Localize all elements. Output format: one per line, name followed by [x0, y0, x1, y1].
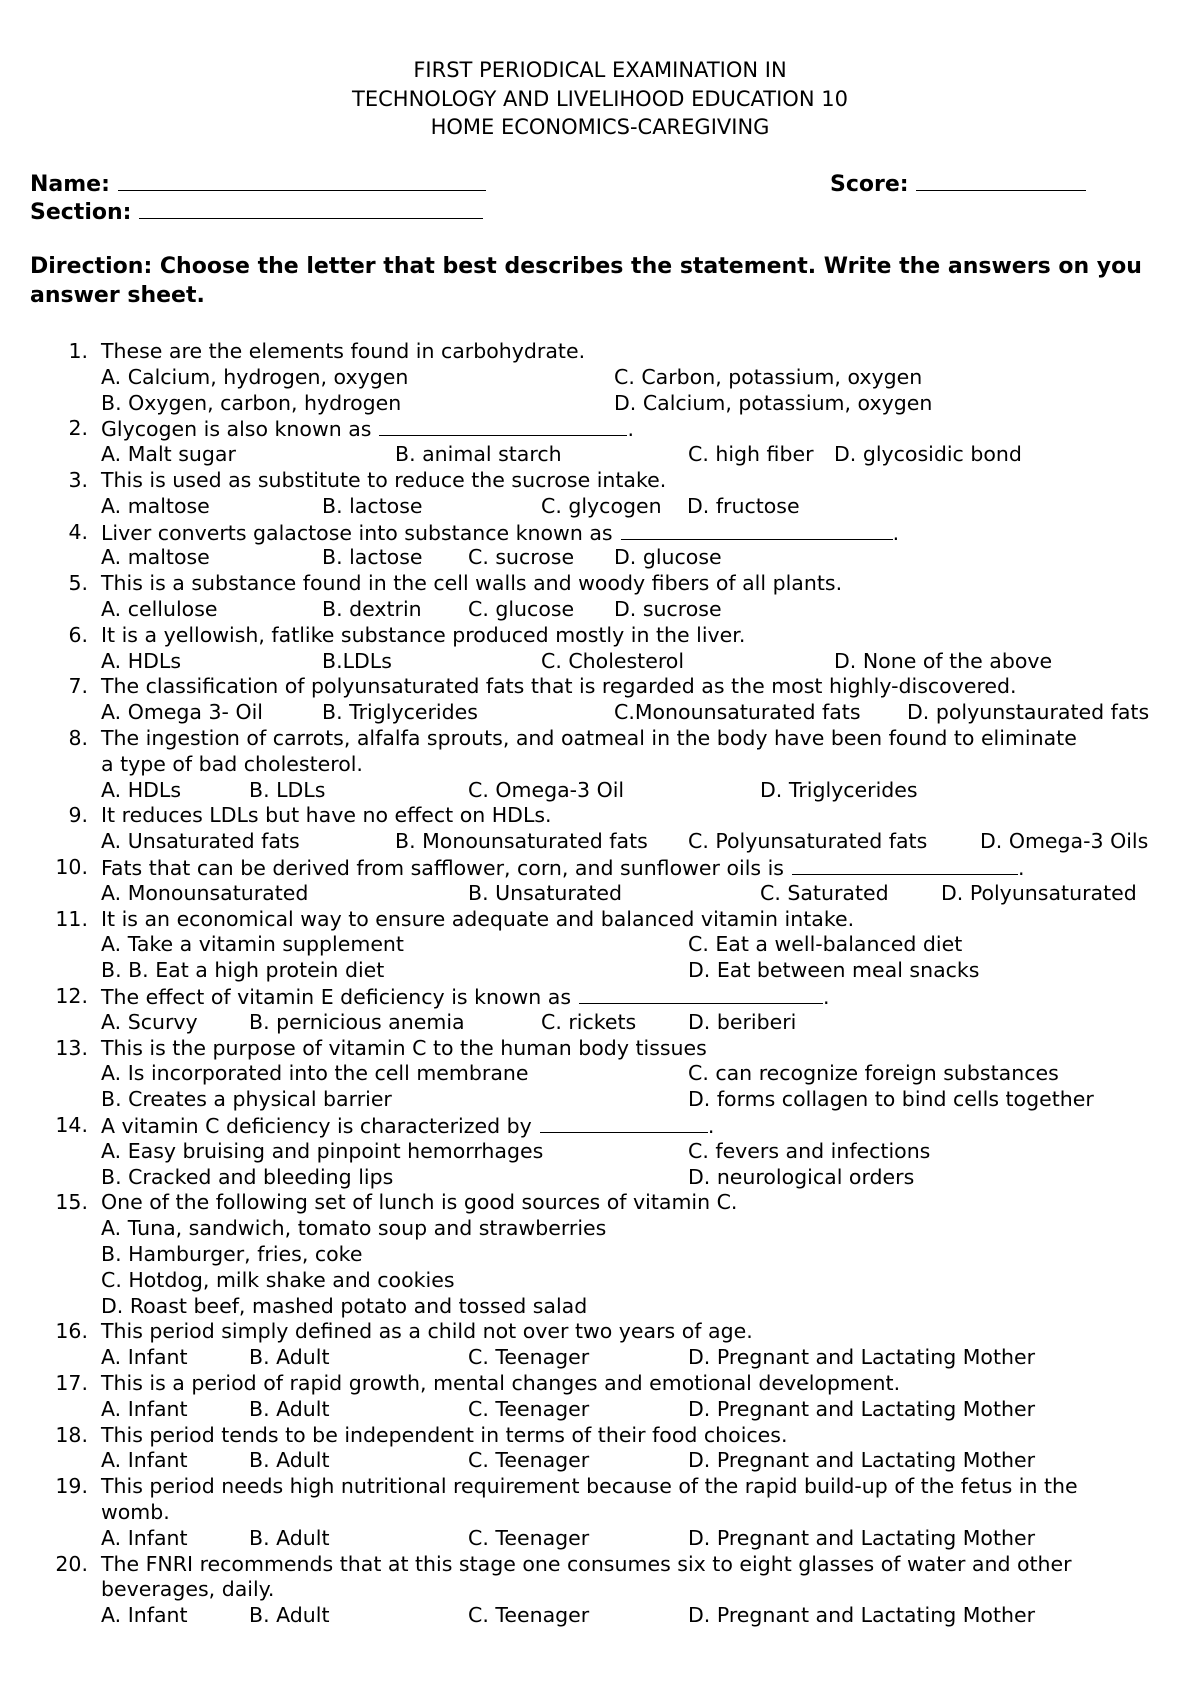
question-text-span: It reduces LDLs but have no effect on HDLs.	[101, 803, 552, 828]
question-text-span: a type of bad cholesterol.	[101, 751, 363, 776]
question-number: 9.	[68, 803, 88, 828]
answer-choice[interactable]: A. Infant	[101, 1396, 188, 1421]
answer-choice[interactable]: C. Teenager	[468, 1603, 590, 1628]
question-text-span: The FNRI recommends that at this stage one consumes six to eight glasses of water and other	[101, 1551, 1072, 1576]
question-number: 16.	[55, 1319, 88, 1344]
question-text	[101, 570, 842, 596]
question-text-span: This period needs high nutritional requirement because of the rapid build-up of the fetus in the	[101, 1474, 1078, 1499]
question-number: 2.	[68, 416, 88, 441]
answer-choice[interactable]: B. B. Eat a high protein diet	[101, 958, 385, 983]
answer-choice[interactable]: B. animal starch	[395, 442, 562, 467]
question-number: 4.	[68, 519, 88, 544]
score-field	[830, 170, 1086, 198]
answer-choice[interactable]: D. Roast beef, mashed potato and tossed salad	[101, 1293, 588, 1318]
answer-choice[interactable]: C. Teenager	[468, 1448, 590, 1473]
answer-choice[interactable]: A. Monounsaturated	[101, 880, 309, 905]
question-number: 6.	[68, 622, 88, 647]
answer-choice[interactable]: A. HDLs	[101, 777, 181, 802]
section-blank[interactable]	[139, 198, 483, 219]
answer-choice[interactable]: B. Unsaturated	[468, 880, 623, 905]
answer-choice[interactable]: D. None of the above	[834, 648, 1053, 673]
question-text	[101, 802, 552, 828]
answer-choice[interactable]: A. cellulose	[101, 597, 218, 621]
answer-choice[interactable]: C. Polyunsaturated fats	[688, 829, 928, 854]
answer-choice[interactable]: C. Cholesterol	[541, 648, 685, 673]
question-text-span: It is an economical way to ensure adequate and balanced vitamin intake.	[101, 906, 855, 931]
score-label: Score:	[830, 172, 909, 197]
name-label: Name:	[30, 172, 110, 197]
score-blank[interactable]	[916, 170, 1086, 191]
question-text	[101, 1422, 787, 1448]
question-number: 19.	[55, 1474, 88, 1499]
answer-choice[interactable]: A. maltose	[101, 493, 210, 518]
answer-choice[interactable]: C. Saturated	[760, 880, 889, 905]
question-number: 10.	[55, 855, 88, 879]
exam-header	[0, 56, 1200, 142]
question-number: 8.	[68, 726, 88, 750]
answer-choice[interactable]: A. Is incorporated into the cell membrane	[101, 1061, 529, 1086]
direction-line-2: answer sheet.	[30, 283, 205, 308]
question-text-span: This is the purpose of vitamin C to the human body tissues	[101, 1035, 707, 1060]
answer-choice[interactable]: D. polyunstaurated fats	[907, 700, 1150, 725]
question-text-span: The ingestion of carrots, alfalfa sprouts, and oatmeal in the body have been found to eliminate	[101, 726, 1077, 750]
question-text	[101, 725, 1077, 751]
name-field	[30, 170, 486, 198]
answer-choice[interactable]: C. sucrose	[468, 545, 575, 570]
question-text	[101, 467, 666, 493]
answer-choice[interactable]: B.LDLs	[322, 648, 392, 673]
answer-choice[interactable]: D. Pregnant and Lactating Mother	[688, 1448, 1036, 1473]
answer-choice[interactable]: B. Oxygen, carbon, hydrogen	[101, 390, 402, 415]
question-text-span: The effect of vitamin E deficiency is known as	[101, 985, 572, 1009]
answer-choice[interactable]: B. dextrin	[322, 597, 422, 621]
question-text-span: One of the following set of lunch is good sources of vitamin C.	[101, 1190, 738, 1215]
question-text-span: The classification of polyunsaturated fats that is regarded as the most highly-discovered.	[101, 674, 1017, 699]
question-text-span: Glycogen is also known as	[101, 417, 372, 442]
answer-choice[interactable]: D. Polyunsaturated	[941, 880, 1137, 905]
question-text-span: These are the elements found in carbohydrate.	[101, 339, 586, 363]
answer-choice[interactable]: B. Adult	[249, 1525, 330, 1550]
answer-choice[interactable]: A. Omega 3- Oil	[101, 700, 263, 725]
section-field	[30, 198, 483, 226]
question-text-span: Fats that can be derived from safflower, corn, and sunflower oils is	[101, 856, 784, 880]
question-number: 15.	[55, 1190, 88, 1215]
answer-choice[interactable]: B. pernicious anemia	[249, 1009, 465, 1034]
question-text	[101, 673, 1017, 699]
blank-period: .	[707, 1114, 715, 1138]
answer-choice[interactable]: B. Hamburger, fries, coke	[101, 1242, 363, 1266]
answer-choice[interactable]: D. Calcium, potassium, oxygen	[614, 390, 933, 415]
answer-choice[interactable]: A. Take a vitamin supplement	[101, 932, 404, 957]
answer-choice[interactable]: D. glycosidic bond	[834, 442, 1022, 467]
question-number: 3.	[68, 468, 88, 492]
question-text	[101, 1318, 753, 1344]
blank-period: .	[892, 520, 900, 545]
answer-blank[interactable]	[621, 519, 893, 540]
answer-choice[interactable]: B. Adult	[249, 1345, 330, 1370]
question-text	[101, 519, 899, 546]
name-blank[interactable]	[118, 170, 486, 191]
answer-choice[interactable]: C.Monounsaturated fats	[614, 700, 861, 725]
answer-choice[interactable]: B. Adult	[249, 1603, 330, 1628]
answer-choice[interactable]: C. glucose	[468, 597, 575, 621]
question-text-span: This is a substance found in the cell walls and woody fibers of all plants.	[101, 571, 843, 596]
answer-choice[interactable]: C. Hotdog, milk shake and cookies	[101, 1267, 455, 1292]
answer-choice[interactable]: A. Easy bruising and pinpoint hemorrhages	[101, 1138, 544, 1163]
question-text	[101, 906, 854, 932]
answer-choice[interactable]: B. Adult	[249, 1396, 330, 1421]
question-text-span: This period simply defined as a child not over two years of age.	[101, 1319, 753, 1344]
question-text	[101, 622, 745, 648]
answer-choice[interactable]: A. Tuna, sandwich, tomato soup and strawberries	[101, 1216, 607, 1241]
answer-choice[interactable]: C. can recognize foreign substances	[688, 1061, 1059, 1086]
answer-choice[interactable]: D. Pregnant and Lactating Mother	[688, 1396, 1036, 1421]
question-text	[101, 1035, 707, 1061]
question-number: 1.	[68, 339, 88, 363]
answer-blank[interactable]	[579, 983, 823, 1004]
answer-choice[interactable]: D. Pregnant and Lactating Mother	[688, 1603, 1036, 1628]
answer-choice[interactable]: A. Unsaturated fats	[101, 829, 300, 854]
question-text	[101, 1370, 900, 1396]
question-number: 7.	[68, 674, 88, 699]
question-number: 13.	[55, 1035, 88, 1060]
answer-choice[interactable]: D. fructose	[687, 493, 800, 518]
question-text-span: This period tends to be independent in terms of their food choices.	[101, 1422, 788, 1447]
question-text	[101, 854, 1025, 881]
answer-choice[interactable]: B. Adult	[249, 1448, 330, 1473]
blank-period: .	[627, 417, 635, 442]
question-number: 17.	[55, 1371, 88, 1395]
answer-choice[interactable]: A. Infant	[101, 1448, 188, 1473]
answer-choice[interactable]: D. Omega-3 Oils	[980, 829, 1149, 854]
question-text-span: This is used as substitute to reduce the sucrose intake.	[101, 468, 667, 492]
answer-choice[interactable]: A. maltose	[101, 545, 210, 570]
question-text	[101, 751, 363, 777]
blank-period: .	[823, 985, 830, 1009]
answer-choice[interactable]: A. Scurvy	[101, 1009, 198, 1034]
question-text	[101, 1112, 714, 1139]
answer-choice[interactable]: D. Eat between meal snacks	[688, 958, 980, 983]
answer-choice[interactable]: D. beriberi	[688, 1009, 797, 1034]
answer-choice[interactable]: C. Omega-3 Oil	[468, 777, 625, 802]
answer-choice[interactable]: C. Teenager	[468, 1525, 590, 1550]
question-text	[101, 1551, 1072, 1577]
header-line-1: FIRST PERIODICAL EXAMINATION IN	[413, 58, 787, 82]
question-text	[101, 338, 585, 364]
question-number: 14.	[55, 1113, 88, 1137]
answer-choice[interactable]: D. glucose	[614, 545, 722, 570]
question-number: 12.	[55, 984, 88, 1008]
answer-choice[interactable]: D. forms collagen to bind cells together	[688, 1087, 1094, 1112]
question-text	[101, 1576, 274, 1602]
answer-choice[interactable]: A. Malt sugar	[101, 442, 236, 467]
answer-choice[interactable]: A. HDLs	[101, 648, 181, 673]
answer-choice[interactable]: C. Carbon, potassium, oxygen	[614, 364, 923, 389]
question-number: 18.	[55, 1422, 88, 1447]
answer-choice[interactable]: C. rickets	[541, 1009, 637, 1034]
answer-choice[interactable]: C. Eat a well-balanced diet	[688, 932, 963, 957]
question-number: 11.	[55, 906, 88, 931]
question-text-span: beverages, daily.	[101, 1577, 275, 1602]
question-text	[101, 1499, 170, 1525]
answer-choice[interactable]: B. Monounsaturated fats	[395, 829, 648, 854]
answer-choice[interactable]: B. lactose	[322, 493, 423, 518]
answer-choice[interactable]: C. high fiber	[688, 442, 814, 467]
question-number: 20.	[55, 1551, 88, 1576]
answer-choice[interactable]: D. Pregnant and Lactating Mother	[688, 1345, 1036, 1370]
blank-period: .	[1017, 856, 1025, 880]
question-text	[101, 983, 830, 1010]
answer-choice[interactable]: D. neurological orders	[688, 1164, 915, 1189]
question-text	[101, 1189, 737, 1215]
header-line-3: HOME ECONOMICS-CAREGIVING	[430, 115, 770, 139]
answer-blank[interactable]	[792, 854, 1018, 875]
answer-choice[interactable]: D. Triglycerides	[760, 777, 918, 802]
answer-choice[interactable]: C. Teenager	[468, 1396, 590, 1421]
answer-choice[interactable]: D. Pregnant and Lactating Mother	[688, 1525, 1036, 1550]
answer-choice[interactable]: C. glycogen	[541, 493, 662, 518]
question-text-span: It is a yellowish, fatlike substance produced mostly in the liver.	[101, 622, 746, 647]
answer-choice[interactable]: A. Calcium, hydrogen, oxygen	[101, 364, 409, 389]
answer-choice[interactable]: B. lactose	[322, 545, 423, 570]
question-text-span: This is a period of rapid growth, mental changes and emotional development.	[101, 1371, 901, 1395]
section-label: Section:	[30, 200, 132, 225]
answer-choice[interactable]: B. Creates a physical barrier	[101, 1087, 392, 1112]
answer-choice[interactable]: B. Cracked and bleeding lips	[101, 1164, 394, 1189]
question-text	[101, 1473, 1078, 1499]
question-text-span: A vitamin C deficiency is characterized by	[101, 1114, 532, 1138]
answer-choice[interactable]: C. fevers and infections	[688, 1138, 931, 1163]
answer-choice[interactable]: B. Triglycerides	[322, 700, 478, 725]
answer-choice[interactable]: A. Infant	[101, 1345, 188, 1370]
answer-choice[interactable]: B. LDLs	[249, 777, 326, 802]
answer-blank[interactable]	[379, 415, 627, 436]
answer-choice[interactable]: C. Teenager	[468, 1345, 590, 1370]
question-text-span: Liver converts galactose into substance known as	[101, 520, 613, 545]
question-text	[101, 415, 634, 442]
answer-blank[interactable]	[540, 1112, 708, 1133]
header-line-2: TECHNOLOGY AND LIVELIHOOD EDUCATION 10	[352, 86, 848, 111]
question-text-span: womb.	[101, 1500, 170, 1524]
answer-choice[interactable]: D. sucrose	[614, 597, 722, 621]
answer-choice[interactable]: A. Infant	[101, 1525, 188, 1550]
question-number: 5.	[68, 571, 88, 596]
direction-line-1: Direction: Choose the letter that best describes the statement. Write the answers on you	[30, 254, 1142, 279]
answer-choice[interactable]: A. Infant	[101, 1603, 188, 1628]
